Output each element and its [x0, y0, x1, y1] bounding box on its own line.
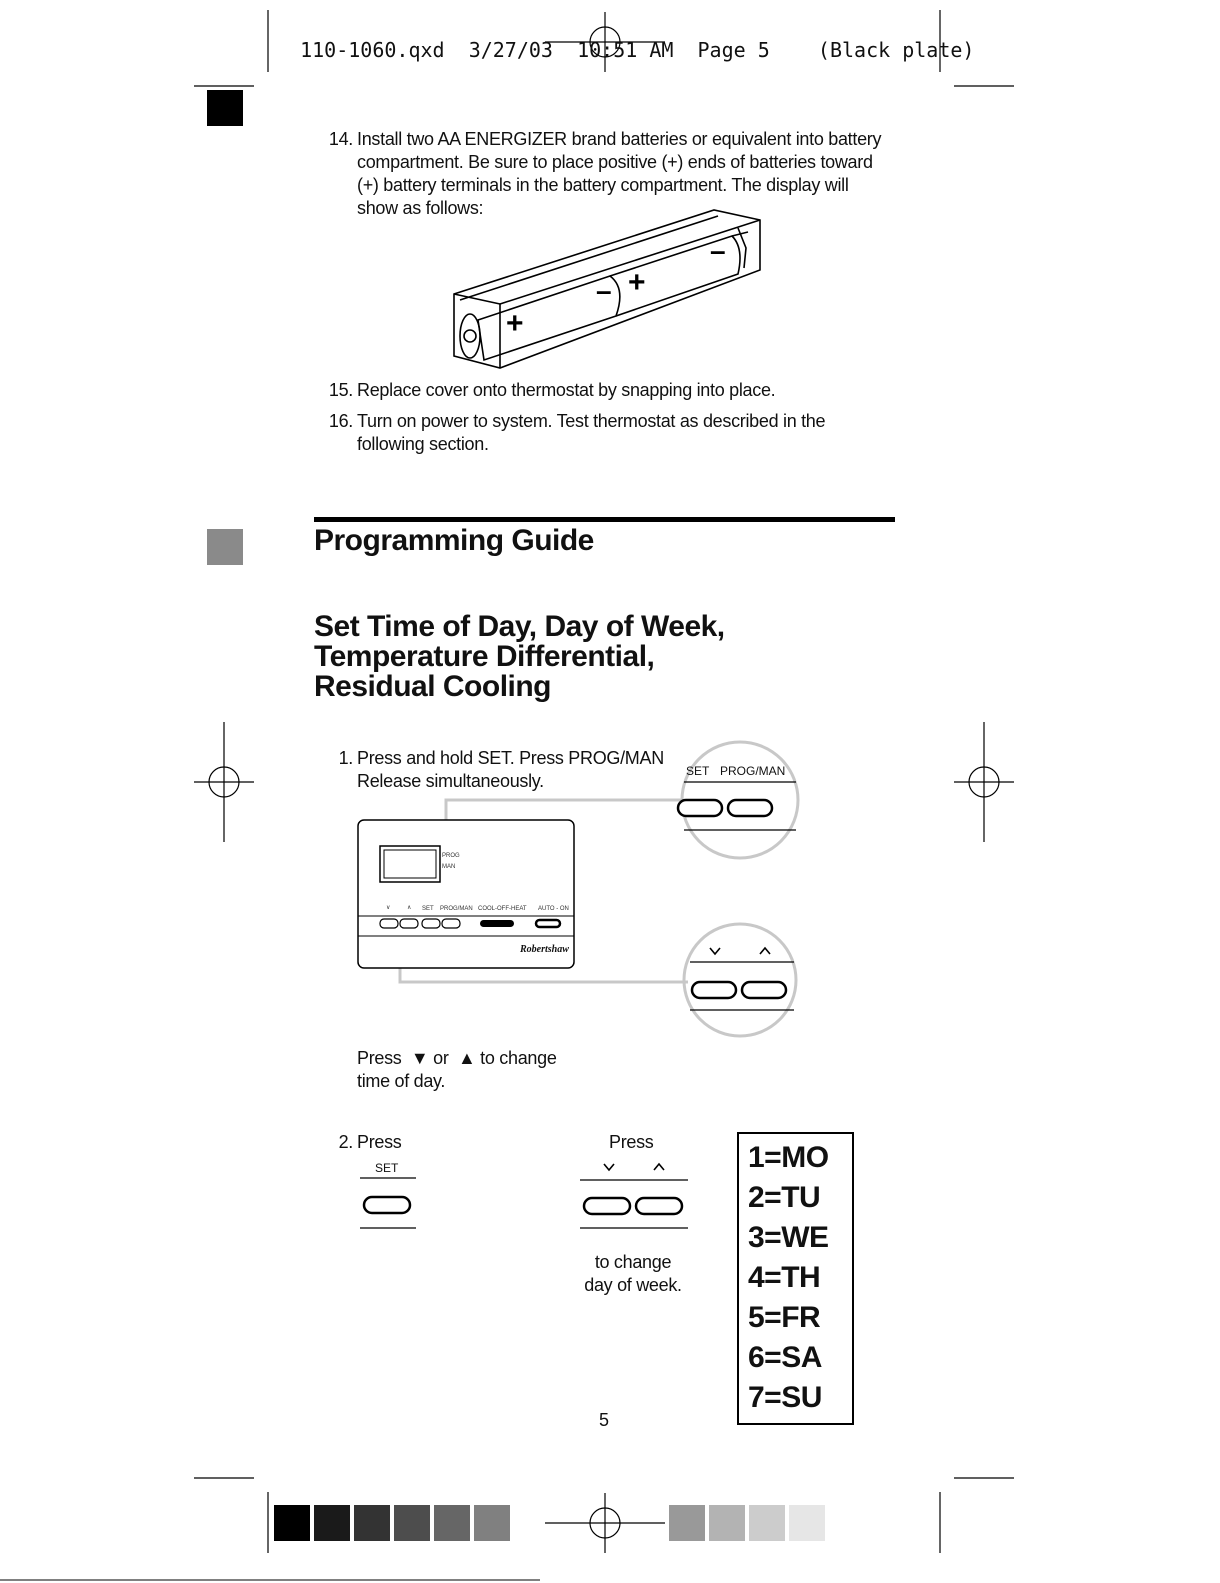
step-number: 2. — [338, 1132, 353, 1152]
press-word: Press — [357, 1048, 402, 1068]
down-arrow-icon: ▼ — [406, 1048, 429, 1068]
day-code: 5=FR — [748, 1301, 821, 1334]
step-line: Turn on power to system. Test thermostat as described in the — [357, 411, 826, 431]
day-code: 3=WE — [748, 1221, 829, 1254]
callout-progman-label: PROG/MAN — [720, 764, 786, 778]
color-swatch — [474, 1505, 510, 1541]
step-text: Press — [357, 1132, 402, 1152]
slug-page: Page 5 — [697, 38, 770, 62]
thermostat-set-label: SET — [422, 906, 434, 912]
color-bar-right — [669, 1505, 825, 1541]
step-2 — [327, 1131, 447, 1154]
step-16 — [327, 410, 897, 456]
day-code: 6=SA — [748, 1341, 822, 1374]
step-line: show as follows: — [357, 198, 484, 218]
step-line: Release simultaneously. — [357, 771, 544, 791]
day-code: 7=SU — [748, 1381, 822, 1414]
step-15 — [327, 379, 897, 402]
step-line: (+) battery terminals in the battery compartment. The display will — [357, 175, 849, 195]
day-code: 1=MO — [748, 1141, 829, 1174]
battery-plus-mark: + — [628, 266, 646, 299]
section-title: Programming Guide — [314, 524, 594, 557]
thermostat-prog-label: PROG — [442, 853, 460, 859]
to-change-words: to change — [480, 1048, 557, 1068]
thermostat-illustration — [350, 740, 810, 1040]
slug-time: 10:51 AM — [577, 38, 674, 62]
thermostat-mode-label: COOL-OFF-HEAT — [478, 906, 527, 912]
color-swatch — [314, 1505, 350, 1541]
change-day-caption — [570, 1251, 696, 1297]
slug-line — [276, 14, 974, 62]
day-code: 2=TU — [748, 1181, 821, 1214]
step-number: 15. — [328, 380, 353, 400]
press-label-right: Press — [609, 1132, 654, 1152]
step-line: Install two AA ENERGIZER brand batteries or equivalent into battery — [357, 129, 882, 149]
color-swatch — [274, 1505, 310, 1541]
black-tab-marker — [207, 90, 243, 126]
gray-tab-marker — [207, 529, 243, 565]
subsection-title — [314, 612, 725, 702]
thermostat-fan-label: AUTO - ON — [538, 906, 569, 912]
thermostat-up-label: ∧ — [407, 905, 412, 911]
step-line: compartment. Be sure to place positive (+) ends of batteries toward — [357, 152, 873, 172]
set-button-label: SET — [375, 1161, 399, 1175]
step-text — [357, 128, 897, 220]
thermostat-down-label: ∨ — [386, 905, 391, 911]
step-14 — [327, 128, 897, 220]
color-swatch — [669, 1505, 705, 1541]
battery-compartment-illustration — [448, 208, 764, 374]
step-number: 14. — [328, 129, 353, 149]
slug-file: 110-1060.qxd — [300, 38, 445, 62]
day-of-week-key — [737, 1132, 854, 1425]
step-line: following section. — [357, 434, 489, 454]
arrow-buttons-illustration — [578, 1158, 690, 1234]
color-swatch — [789, 1505, 825, 1541]
instruction-line: time of day. — [357, 1071, 446, 1091]
color-swatch — [749, 1505, 785, 1541]
press-arrows-instruction — [357, 1047, 557, 1093]
or-word: or — [433, 1048, 449, 1068]
day-code: 4=TH — [748, 1261, 821, 1294]
battery-minus-mark: – — [710, 235, 726, 266]
step-text — [357, 410, 897, 456]
caption-line: day of week. — [584, 1275, 682, 1295]
section-rule — [314, 517, 895, 522]
step-number: 1. — [338, 748, 353, 768]
page-number: 5 — [599, 1410, 610, 1430]
step-line: Press and hold SET. Press PROG/MAN — [357, 748, 664, 768]
color-swatch — [394, 1505, 430, 1541]
subsection-title-line: Set Time of Day, Day of Week, — [314, 610, 725, 643]
up-arrow-icon: ▲ — [453, 1048, 476, 1068]
slug-plate: (Black plate) — [817, 38, 975, 62]
color-bar-left — [274, 1505, 510, 1541]
subsection-title-line: Temperature Differential, — [314, 640, 655, 673]
thermostat-brand-logo: Robertshaw — [520, 944, 569, 955]
instruction-line — [357, 1047, 557, 1070]
thermostat-man-label: MAN — [442, 864, 456, 870]
step-line: Replace cover onto thermostat by snapping into place. — [357, 380, 776, 400]
battery-minus-mark: – — [596, 275, 612, 306]
caption-line: to change — [594, 1252, 672, 1272]
step-number: 16. — [328, 411, 353, 431]
color-swatch — [354, 1505, 390, 1541]
slug-date: 3/27/03 — [468, 38, 553, 62]
subsection-title-line: Residual Cooling — [314, 670, 552, 703]
step-text — [357, 379, 897, 402]
thermostat-progman-label: PROG/MAN — [440, 906, 473, 912]
color-swatch — [709, 1505, 745, 1541]
color-swatch — [434, 1505, 470, 1541]
battery-plus-mark: + — [506, 307, 524, 340]
callout-set-label: SET — [686, 764, 710, 778]
